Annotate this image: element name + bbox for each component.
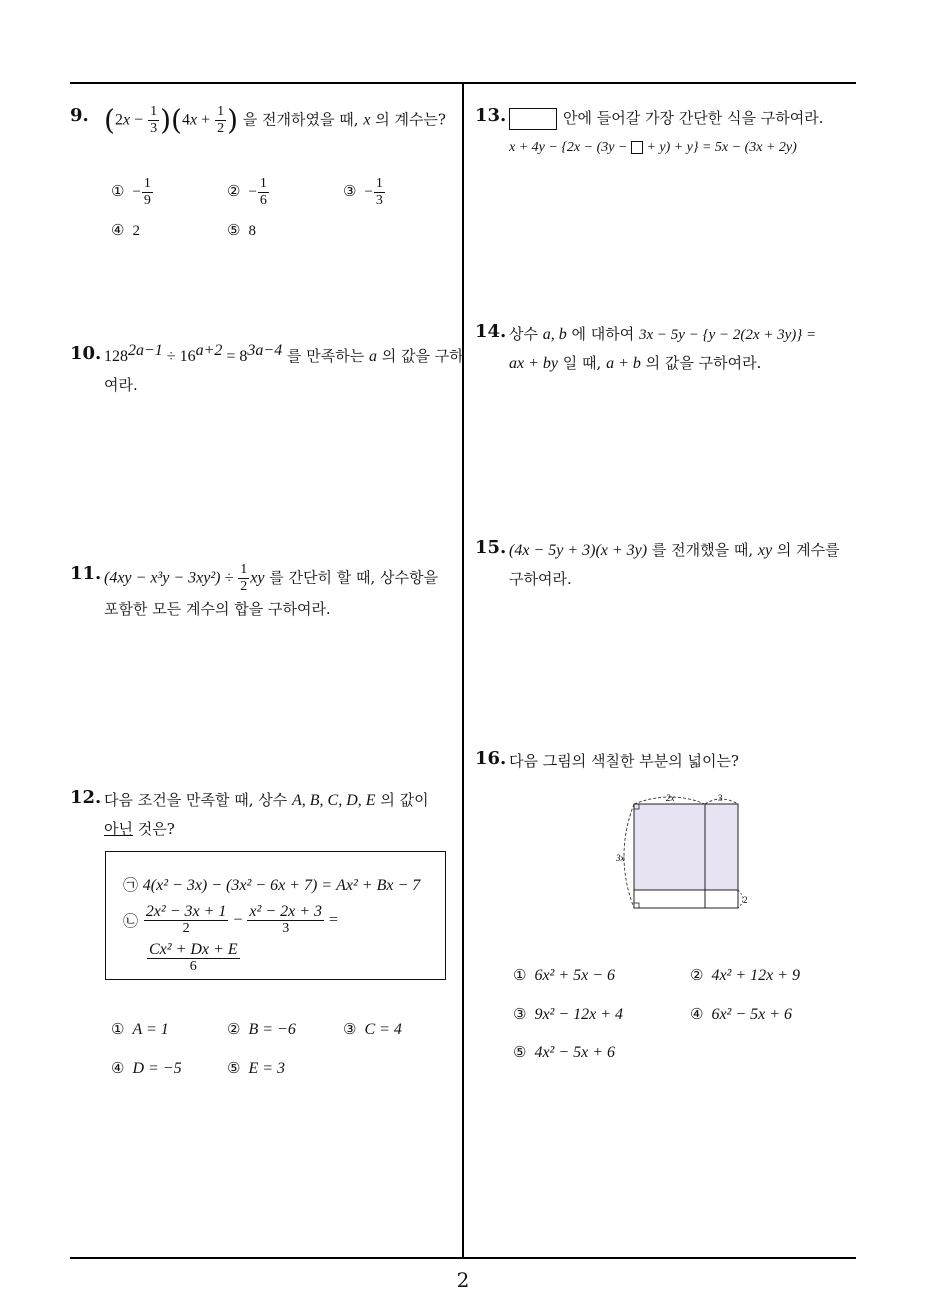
choice-4[interactable]: ④ 6x² − 5x + 6 — [690, 1006, 793, 1023]
column-divider — [462, 82, 464, 1258]
question-text: (4x − 5y + 3)(x + 3y) 를 전개했을 때, xy 의 계수를 구하여라. — [509, 541, 840, 588]
choice-3[interactable]: ③ C = 4 — [343, 1021, 402, 1038]
question-number: 15. — [475, 537, 507, 558]
page-number: 2 — [456, 1268, 470, 1292]
blank-square — [631, 141, 643, 154]
choice-5[interactable]: ⑤ E = 3 — [227, 1060, 286, 1077]
choice-1[interactable]: ① A = 1 — [111, 1021, 169, 1038]
choice-4[interactable]: ④ 2 — [111, 223, 140, 239]
question-number: 9. — [70, 105, 89, 126]
label-2: 2 — [743, 895, 748, 905]
question-number: 13. — [475, 105, 507, 126]
question-number: 11. — [70, 563, 102, 584]
question-text: $128^{2a-1} \div 16^{a+2} = 8^{3a-4}$ 를 만족하는 a 의 값을 구하 여라. — [104, 342, 464, 394]
label-3x: 3x — [616, 853, 625, 863]
question-number: 14. — [475, 321, 507, 342]
condition-1: ㉠ 4(x² − 3x) − (3x² − 6x + 7) = Ax² + Bx − 7 — [123, 876, 421, 894]
question-text: 다음 조건을 만족할 때, 상수 A, B, C, D, E 의 값이 아닌 것은? — [104, 791, 429, 838]
label-3: 3 — [718, 793, 723, 803]
choice-5[interactable]: ⑤ 8 — [227, 223, 256, 239]
label-2x: 2x — [666, 793, 675, 803]
choice-2[interactable]: ② 4x² + 12x + 9 — [690, 967, 801, 984]
choice-2[interactable]: ② B = −6 — [227, 1021, 296, 1038]
condition-2-rhs: $\frac{\text{Cx² + Dx + E}}{6}$ — [149, 941, 238, 974]
question-number: 16. — [475, 748, 507, 769]
fraction: $\frac{1}{3}$ — [150, 104, 158, 136]
question-text: (4xy − x³y − 3xy²) ÷ $\frac{1}{2}$ xy 를 간단히 할 때, 상수항을 포함한 모든 계수의 합을 구하여라. — [104, 562, 438, 618]
choice-3[interactable]: ③ − $\frac{1}{3}$ — [343, 176, 383, 208]
choice-5[interactable]: ⑤ 4x² − 5x + 6 — [513, 1044, 616, 1061]
question-text: 안에 들어갈 가장 간단한 식을 구하여라. x + 4y − {2x − (3y − + y) + y} = 5x − (3x + 2y) — [509, 109, 824, 155]
question-number: 12. — [70, 787, 102, 808]
fraction: $\frac{1}{2}$ — [217, 104, 225, 136]
answer-blank-box — [509, 108, 557, 130]
question-text: 다음 그림의 색칠한 부분의 넓이는? — [509, 752, 739, 770]
condition-2: ㉡ $\frac{\text{2x² − 3x + 1}}{2}$ − $\frac{\text{x² − 2x + 3}}{3}$ = — [123, 903, 339, 936]
question-text: 상수 a, b 에 대하여 3x − 5y − {y − 2(2x + 3y)} = ax + by 일 때, a + b 의 값을 구하여라. — [509, 325, 817, 372]
question-text: (2x − $\frac{1}{3}$ )(4x + $\frac{1}{2}$ ) 을 전개하였을 때, x 의 계수는? — [104, 103, 446, 137]
shaded-rectangle-figure — [600, 786, 760, 916]
bottom-rule — [70, 1257, 856, 1259]
question-number: 10. — [70, 343, 102, 364]
shaded-region — [634, 804, 738, 890]
choice-3[interactable]: ③ 9x² − 12x + 4 — [513, 1006, 624, 1023]
choice-2[interactable]: ② − $\frac{1}{6}$ — [227, 176, 267, 208]
condition-box — [105, 851, 446, 980]
choice-1[interactable]: ① 6x² + 5x − 6 — [513, 967, 616, 984]
choice-4[interactable]: ④ D = −5 — [111, 1060, 182, 1077]
choice-1[interactable]: ① − $\frac{1}{9}$ — [111, 176, 151, 208]
